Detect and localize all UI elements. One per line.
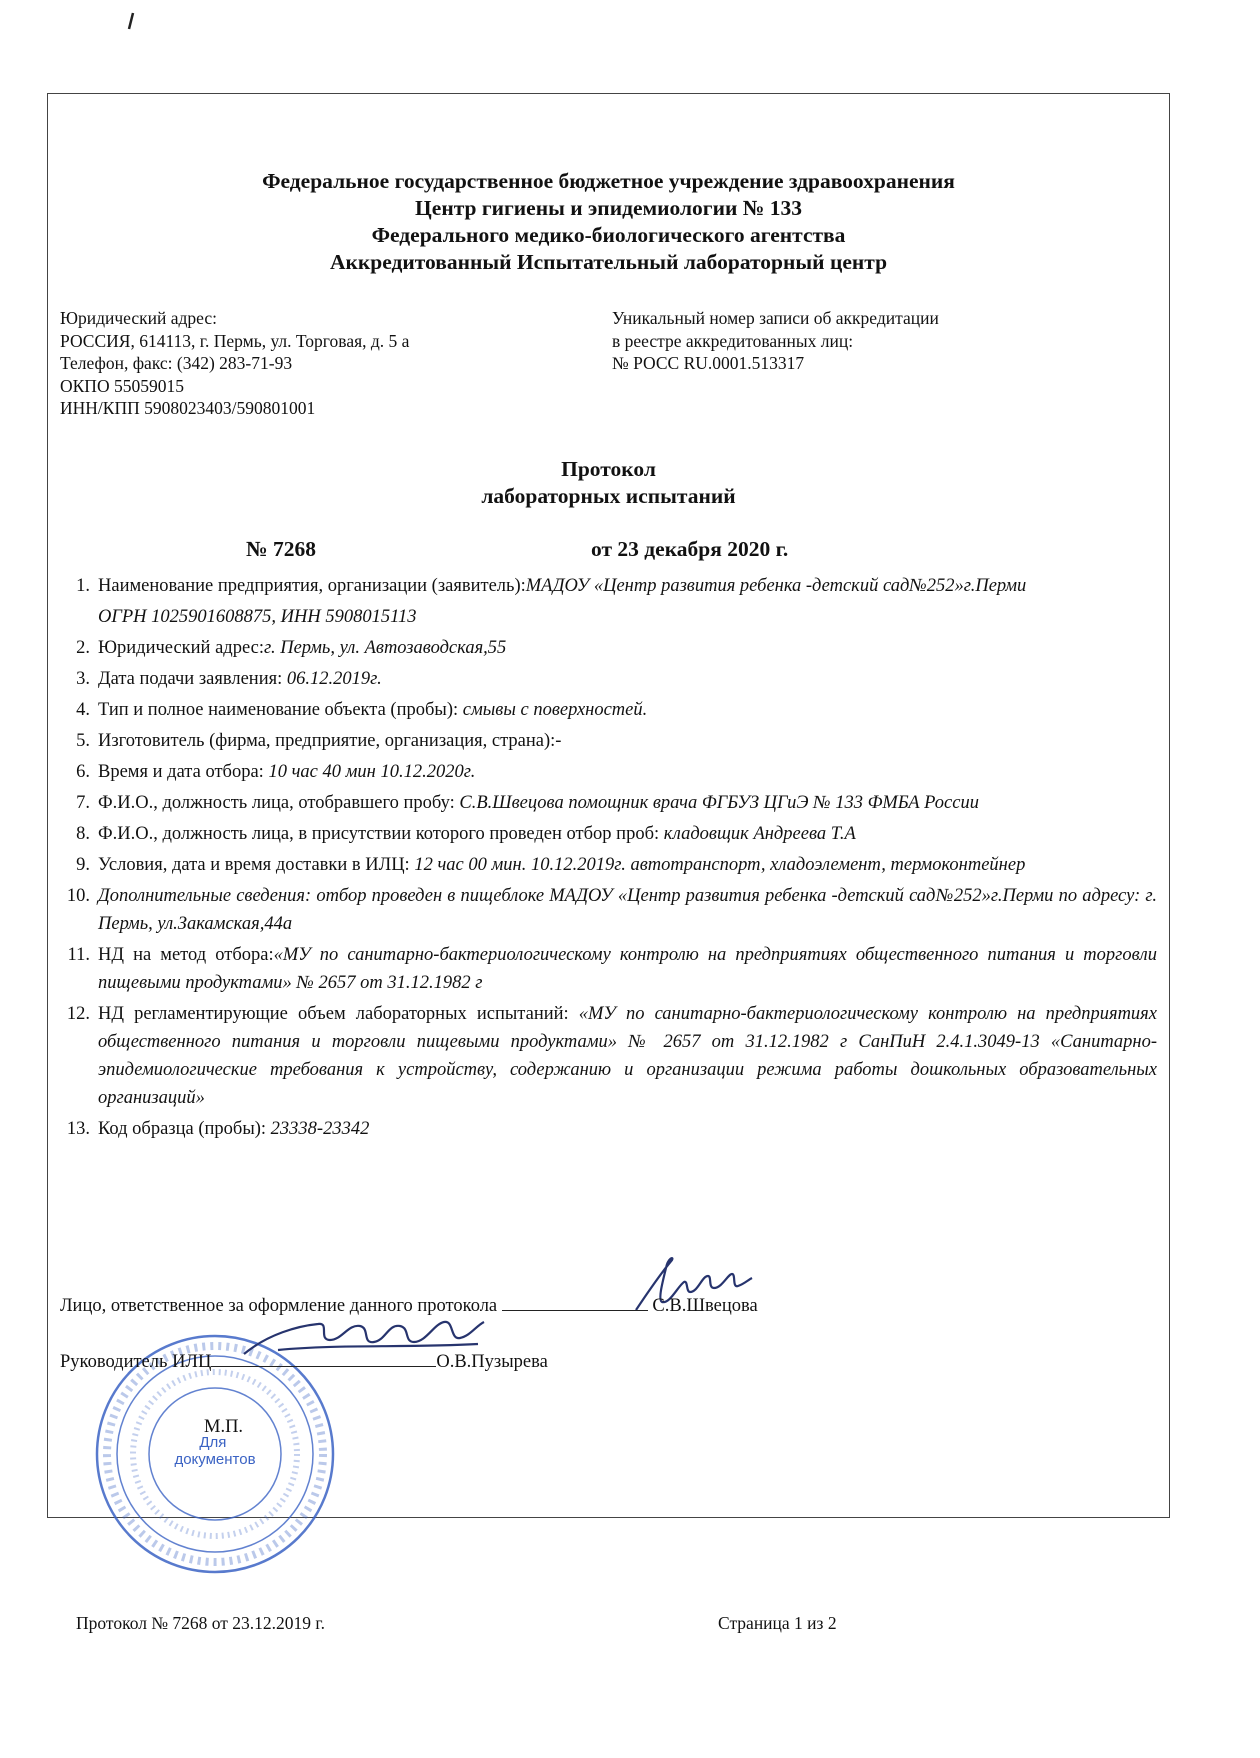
legal-address: РОССИЯ, 614113, г. Пермь, ул. Торговая, д. 5 а [60,330,410,351]
footer-protocol: Протокол № 7268 от 23.12.2019 г. [76,1613,326,1633]
item-number: 6. [76,762,90,782]
organization-header [48,168,1169,276]
pen-mark [127,12,135,30]
list-item [60,727,1157,755]
title-line-1: Протокол [561,457,656,481]
item-value: С.В.Швецова помощник врача ФГБУЗ ЦГиЭ № 133 ФМБА России [459,793,979,813]
legal-info [60,307,409,420]
item-number: 12. [66,1004,90,1024]
item-value: МАДОУ «Центр развития ребенка -детский сад№252»г.Перми [525,576,1027,596]
item-value: 10 час 40 мин 10.12.2020г. [268,762,476,782]
stamp-center-text: Для документов [174,1434,256,1468]
protocol-items [60,572,1157,1146]
item-number: 5. [76,731,90,751]
responsible-label: Лицо, ответственное за оформление данного протокола [60,1296,498,1316]
item-value: «МУ по санитарно-бактериологическому контролю на предприятиях общественного питания и торговли пищевыми продуктами» № 2657 от 31.12.1982 г СанПиН 2.4.1.3049-13 «Санитарно-эпидемиологические требования к устройству, содержанию и организации режима работы дошкольных образовательных организаций» [98,1004,1157,1108]
title-line-2: лабораторных испытаний [481,484,736,508]
item-value: смывы с поверхностей. [462,700,648,720]
list-item [60,882,1157,938]
document-title [48,456,1169,510]
list-item [60,1115,1157,1143]
item-label: Условия, дата и время доставки в ИЛЦ: [98,855,415,875]
list-item [60,758,1157,786]
item-value: кладовщик Андреева Т.А [663,824,856,844]
item-label: НД регламентирующие объем лабораторных испытаний: [98,1004,579,1024]
signature-line [502,1290,648,1311]
ogrn-line: ОГРН 1025901608875, ИНН 5908015113 [98,607,417,627]
item-value: «МУ по санитарно-бактериологическому контролю на предприятиях общественного питания и торговли пищевыми продуктами» № 2657 от 31.12.1982 г [98,945,1157,993]
item-label: НД на метод отбора: [98,945,274,965]
item-label: Время и дата отбора: [98,762,269,782]
item-number: 8. [76,824,90,844]
responsible-line [60,1290,758,1317]
item-number: 11. [67,945,90,965]
protocol-date: от 23 декабря 2020 г. [591,537,789,561]
item-label: Код образца (пробы): [98,1119,271,1139]
accreditation-line-1: Уникальный номер записи об аккредитации [612,308,939,328]
item-value: Дополнительные сведения: отбор проведен в пищеблоке МАДОУ «Центр развития ребенка -детский сад№252»г.Перми по адресу: г. Пермь, ул.Закамская,44а [98,886,1157,934]
list-item [60,820,1157,848]
item-value: г. Пермь, ул. Автозаводская,55 [263,638,507,658]
list-item [60,572,1157,600]
document-frame [47,93,1170,1518]
list-item [60,941,1157,997]
accreditation-line-3: № РОСС RU.0001.513317 [612,353,805,373]
header-line-4: Аккредитованный Испытательный лабораторный центр [329,250,888,274]
item-number: 13. [66,1119,90,1139]
header-line-2: Центр гигиены и эпидемиологии № 133 [415,196,802,220]
seal-place-label: М.П. [204,1417,244,1437]
legal-okpo: ОКПО 55059015 [60,375,184,396]
item-label: Дата подачи заявления: [98,669,287,689]
legal-label: Юридический адрес: [60,308,218,328]
accreditation-info [612,307,939,375]
head-line [60,1346,548,1373]
item-label: Юридический адрес: [98,638,264,658]
item-number: 10. [66,886,90,906]
list-item [60,665,1157,693]
list-item [60,789,1157,817]
legal-inn: ИНН/КПП 5908023403/590801001 [60,398,316,418]
signature-line [211,1346,436,1367]
item-number: 1. [76,576,90,596]
list-item [60,696,1157,724]
header-line-3: Федерального медико-биологического агентства [371,223,846,247]
footer-page: Страница 1 из 2 [718,1613,837,1633]
legal-phone: Телефон, факс: (342) 283-71-93 [60,353,293,373]
item-label: Изготовитель (фирма, предприятие, организация, страна):- [98,731,562,751]
responsible-name: С.В.Швецова [652,1296,758,1316]
head-name: О.В.Пузырева [436,1352,548,1372]
item-label: Ф.И.О., должность лица, отобравшего пробу: [98,793,460,813]
list-item [60,851,1157,879]
item-label: Тип и полное наименование объекта (пробы): [98,700,463,720]
item-value: 23338-23342 [270,1119,370,1139]
head-label: Руководитель ИЛЦ [60,1352,212,1372]
item-label: Ф.И.О., должность лица, в присутствии которого проведен отбор проб: [98,824,664,844]
list-item [60,1000,1157,1112]
item-number: 9. [76,855,90,875]
item-number: 3. [76,669,90,689]
header-line-1: Федеральное государственное бюджетное учреждение здравоохранения [262,169,955,193]
accreditation-line-2: в реестре аккредитованных лиц: [612,330,854,351]
item-label: Наименование предприятия, организации (заявитель): [98,576,526,596]
item-number: 2. [76,638,90,658]
item-number: 7. [76,793,90,813]
item-number: 4. [76,700,90,720]
item-value: 06.12.2019г. [286,669,382,689]
item-value: 12 час 00 мин. 10.12.2019г. автотранспорт, хладоэлемент, термоконтейнер [414,855,1026,875]
protocol-number: № 7268 [246,537,316,561]
list-item [60,634,1157,662]
